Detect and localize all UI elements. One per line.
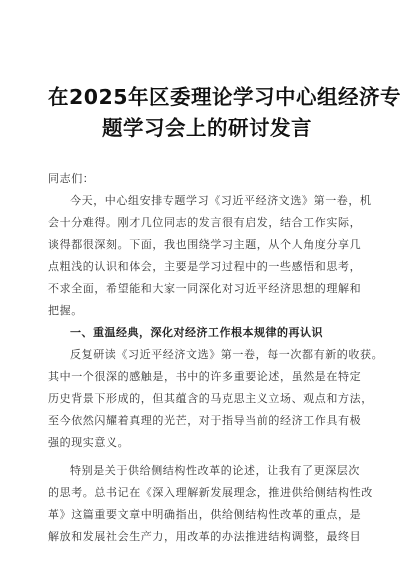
paragraph-line: 反复研读《习近平经济文选》第一卷，每一次都有新的收获。 bbox=[70, 348, 384, 361]
paragraph-supply-side bbox=[48, 460, 373, 548]
paragraph-section1 bbox=[48, 344, 384, 454]
greeting: 同志们： bbox=[48, 172, 95, 185]
paragraph-line: 的思考。总书记在《深入理解新发展理念，推进供给侧结构性改 bbox=[48, 486, 373, 499]
paragraph-intro bbox=[48, 190, 372, 322]
paragraph-line: 点粗浅的认识和体会，主要是学习过程中的一些感悟和思考， bbox=[48, 260, 362, 273]
title-line: 题学习会上的研讨发言 bbox=[102, 116, 312, 140]
paragraph-line: 革》这篇重要文章中明确指出，供给侧结构性改革的重点，是 bbox=[48, 508, 362, 521]
document-title bbox=[48, 0, 402, 144]
paragraph-line: 历史背景下形成的，但其蕴含的马克思主义立场、观点和方法， bbox=[48, 392, 373, 405]
paragraph-line: 谈得都很深刻。下面，我也围绕学习主题，从个人角度分享几 bbox=[48, 238, 362, 251]
paragraph-line: 会十分难得。刚才几位同志的发言很有启发，结合工作实际， bbox=[48, 216, 362, 229]
paragraph-line: 至今依然闪耀着真理的光芒，对于指导当前的经济工作具有极 bbox=[48, 414, 362, 427]
paragraph-line: 强的现实意义。 bbox=[48, 436, 130, 449]
paragraph-line: 特别是关于供给侧结构性改革的论述，让我有了更深层次 bbox=[70, 464, 360, 477]
section-heading: 一、重温经典，深化对经济工作根本规律的再认识 bbox=[70, 326, 323, 339]
paragraph-line: 其中一个很深的感触是，书中的许多重要论述，虽然是在特定 bbox=[48, 370, 362, 383]
paragraph-line: 解放和发展社会生产力，用改革的办法推进结构调整，最终目 bbox=[48, 530, 362, 543]
paragraph-line: 今天，中心组安排专题学习《习近平经济文选》第一卷，机 bbox=[70, 194, 372, 207]
paragraph-line: 把握。 bbox=[48, 304, 83, 317]
paragraph-line: 不求全面，希望能和大家一同深化对习近平经济思想的理解和 bbox=[48, 282, 362, 295]
title-line: 在2025年区委理论学习中心组经济专 bbox=[48, 85, 402, 109]
